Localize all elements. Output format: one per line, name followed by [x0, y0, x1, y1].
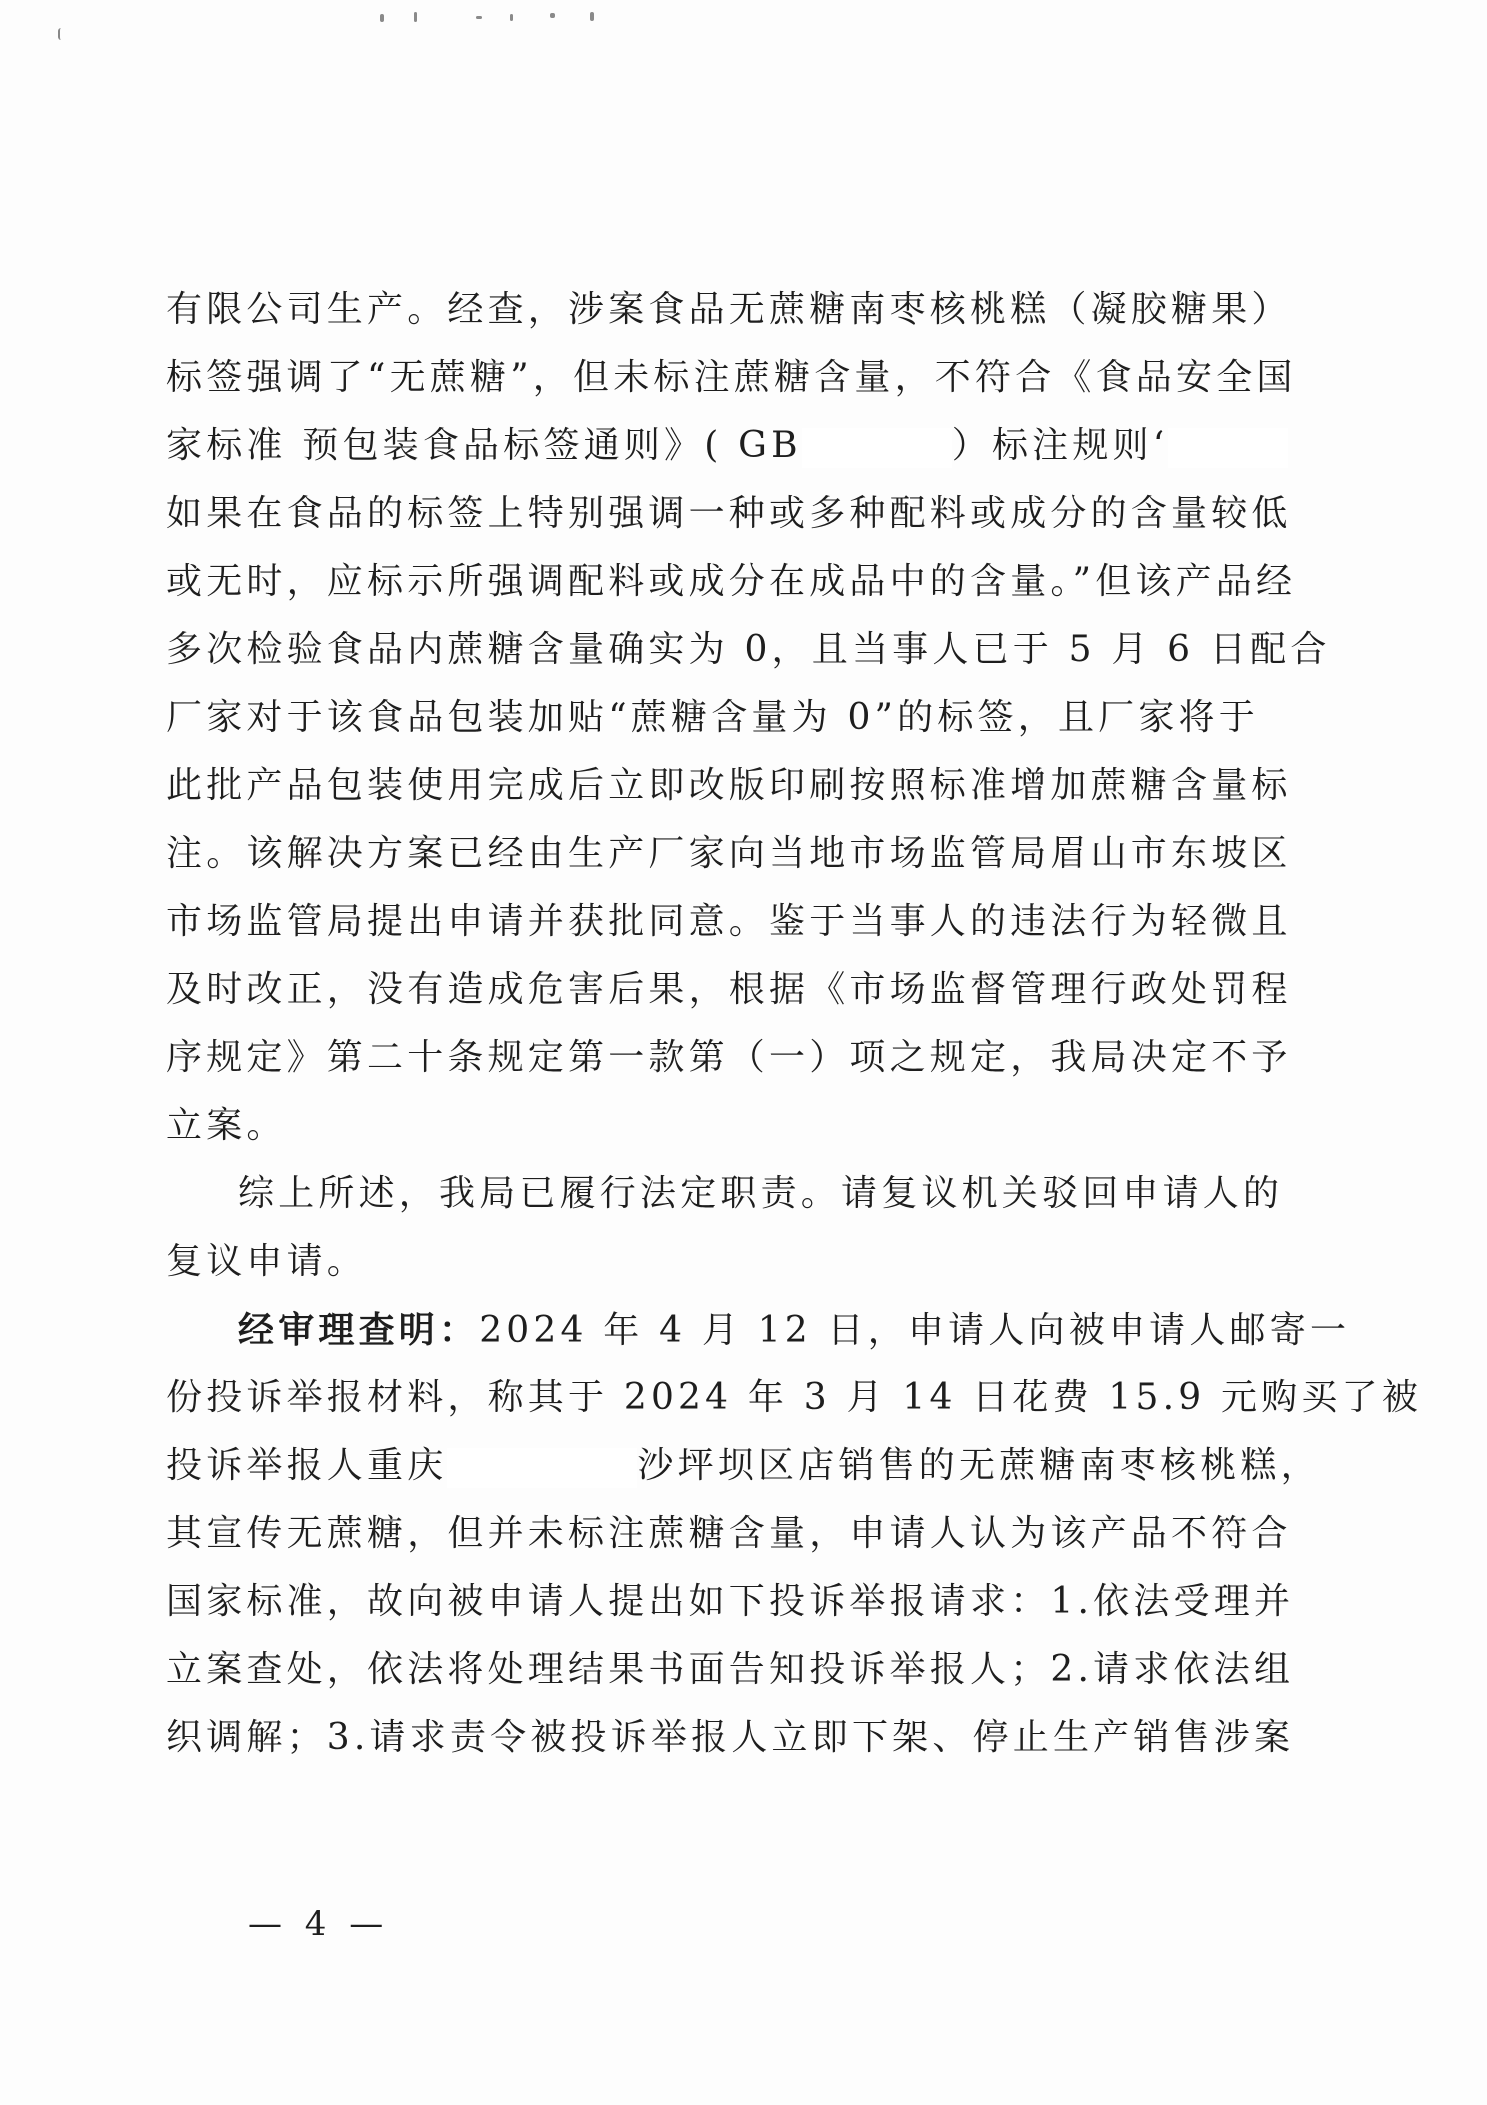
- paragraph-line: 份投诉举报材料，称其于 2024 年 3 月 14 日花费 15.9 元购买了被: [166, 1377, 1423, 1418]
- paragraph-line: 立案查处，依法将处理结果书面告知投诉举报人；2.请求依法组: [166, 1649, 1295, 1690]
- paragraph-text: ）标注规则‘: [951, 425, 1169, 466]
- paragraph-line: 或无时，应标示所强调配料或成分在成品中的含量。”但该产品经: [166, 561, 1297, 602]
- paragraph-line: 综上所述，我局已履行法定职责。请复议机关驳回申请人的: [238, 1173, 1284, 1214]
- paragraph-line: [166, 412, 1321, 480]
- paragraph-text: 沙坪坝区店销售的无蔗糖南枣核桃糕，: [637, 1445, 1321, 1486]
- paragraph-text: 投诉举报人重庆: [166, 1445, 448, 1486]
- paragraph-line: 如果在食品的标签上特别强调一种或多种配料或成分的含量较低: [166, 493, 1292, 534]
- document-body: [166, 276, 1423, 1772]
- paragraph-line: 复议申请。: [166, 1241, 368, 1282]
- paragraph-line: 织调解；3.请求责令被投诉举报人立即下架、停止生产销售涉案: [166, 1717, 1295, 1758]
- scan-artifact-marks: [380, 8, 640, 28]
- paragraph-line: 注。该解决方案已经由生产厂家向当地市场监管局眉山市东坡区: [166, 833, 1292, 874]
- paragraph-line: [166, 1296, 1351, 1364]
- redaction-block: [1168, 428, 1288, 468]
- paragraph-line: 立案。: [166, 1105, 287, 1146]
- paragraph-line: 厂家对于该食品包装加贴“蔗糖含量为 0”的标签，且厂家将于: [166, 697, 1259, 738]
- paragraph-line: 市场监管局提出申请并获批同意。鉴于当事人的违法行为轻微且: [166, 901, 1292, 942]
- paragraph-line: 序规定》第二十条规定第一款第（一）项之规定，我局决定不予: [166, 1037, 1292, 1078]
- paragraph-line: 有限公司生产。经查，涉案食品无蔗糖南枣核桃糕（凝胶糖果）: [166, 289, 1292, 330]
- redaction-block: [447, 1448, 637, 1488]
- paragraph-line: 及时改正，没有造成危害后果，根据《市场监督管理行政处罚程: [166, 969, 1292, 1010]
- paragraph-line: 国家标准，故向被申请人提出如下投诉举报请求：1.依法受理并: [166, 1581, 1295, 1622]
- page-number: — 4 —: [248, 1904, 390, 1944]
- paragraph-line: 其宣传无蔗糖，但并未标注蔗糖含量，申请人认为该产品不符合: [166, 1513, 1292, 1554]
- paragraph-line: 此批产品包装使用完成后立即改版印刷按照标准增加蔗糖含量标: [166, 765, 1292, 806]
- paragraph-text: 家标准 预包装食品标签通则》( GB: [166, 425, 802, 466]
- scan-artifact: [58, 28, 64, 40]
- paragraph-line: 多次检验食品内蔗糖含量确实为 0，且当事人已于 5 月 6 日配合: [166, 629, 1331, 670]
- section-heading: 经审理查明：: [238, 1309, 480, 1351]
- redaction-block: [802, 428, 952, 468]
- paragraph-line: [166, 1432, 1321, 1500]
- paragraph-line: 标签强调了“无蔗糖”，但未标注蔗糖含量，不符合《食品安全国: [166, 357, 1297, 398]
- paragraph-text: 2024 年 4 月 12 日，申请人向被申请人邮寄一: [479, 1310, 1351, 1351]
